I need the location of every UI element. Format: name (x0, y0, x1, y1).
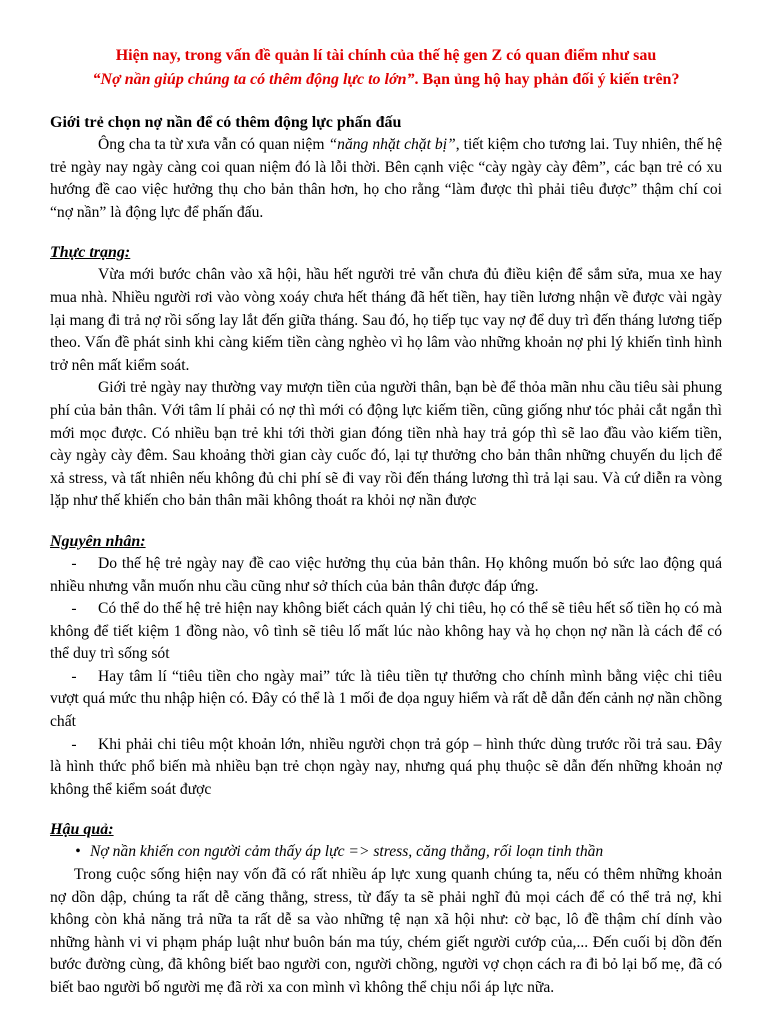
intro-heading: Giới trẻ chọn nợ nần để có thêm động lực phấn đấu (50, 114, 402, 131)
bullet-item-text: Nợ nần khiến con người cảm thấy áp lực => stress, căng thẳng, rối loạn tinh thần (90, 843, 604, 861)
list-item-text: Do thế hệ trẻ ngày nay đề cao việc hưởng thụ của bản thân. Họ không muốn bỏ sức lao động quá nhiều nhưng vẫn muốn nhu cầu cũng như sở thích của bản thân được đáp ứng. (50, 554, 722, 595)
dash-marker: - (71, 735, 77, 753)
thuc-trang-paragraph-1: Vừa mới bước chân vào xã hội, hầu hết người trẻ vẫn chưa đủ điều kiện để sắm sửa, mua xe hay mua nhà. Nhiều người rơi vào vòng xoáy chưa hết tháng đã hết tiền, hay tiền lương nhận về được vài ngày lại mang đi trả nợ rồi sống lay lắt đến giữa tháng. Sau đó, họ tiếp tục vay nợ để duy trì đến tháng lương tiếp theo. Vấn đề phát sinh khi càng kiếm tiền càng nghèo vì họ lâm vào những khoản nợ phi lý khiến tình hình trở nên mất kiểm soát. (50, 266, 722, 374)
list-item (50, 734, 722, 802)
bullet-dot-icon: • (75, 843, 81, 861)
intro-text-start: Ông cha ta từ xưa vẫn có quan niệm (98, 136, 329, 153)
list-item-text: Có thể do thế hệ trẻ hiện nay không biết cách quản lý chi tiêu, họ có thể sẽ tiêu hết số tiền họ có mà không để tiết kiệm 1 đồng nào, vô tình sẽ tiêu lố mất lúc nào không hay và họ chọn nợ nần là cách để có thể duy trì sống sót (50, 600, 722, 663)
section-title-thuc-trang: Thực trạng: (50, 244, 131, 262)
list-item (50, 553, 722, 598)
dash-marker: - (71, 667, 77, 685)
title-question: . Bạn ủng hộ hay phản đối ý kiến trên? (414, 71, 680, 88)
intro-proverb: “năng nhặt chặt bị” (328, 136, 456, 153)
list-item-text: Hay tâm lí “tiêu tiền cho ngày mai” tức là tiêu tiền tự thưởng cho chính mình bằng việc chi tiêu vượt quá mức thu nhập hiện có. Đây có thể là 1 mối đe dọa nguy hiểm và rất dễ dẫn đến cảnh nợ nần chồng chất (50, 667, 722, 731)
list-item (50, 598, 722, 666)
section-title-hau-qua: Hậu quả: (50, 821, 114, 839)
dash-marker: - (71, 554, 77, 572)
title-quote: “Nợ nần giúp chúng ta có thêm động lực to lớn” (92, 71, 415, 88)
intro-text-end: , tiết kiệm cho tương lai. Tuy nhiên, thế hệ trẻ ngày nay ngày càng coi quan niệm đó là lỗi thời. Bên cạnh việc “cày ngày cày đêm”, các bạn trẻ có xu hướng đề cao việc hưởng thụ cho bản thân hơn, họ cho rằng “làm được thì phải tiêu được” thậm chí coi “nợ nần” là động lực để phấn đấu. (50, 136, 722, 221)
dash-marker: - (71, 600, 77, 618)
intro-paragraph (50, 134, 722, 224)
document-title (50, 0, 722, 92)
hau-qua-paragraph: Trong cuộc sống hiện nay vốn đã có rất nhiều áp lực xung quanh chúng ta, nếu có thêm những khoản nợ dồn dập, chúng ta rất dễ căng thẳng, stress, từ đấy ta sẽ phải nghĩ đủ mọi cách để có thể trả nợ, khi không còn khả năng trả nữa ta rất dễ sa vào những tệ nạn xã hội như: cờ bạc, lô đề thậm chí dính vào những hành vi vi phạm pháp luật như buôn bán ma túy, chém giết người cướp của,... Đến cuối bị dồn đến bước đường cùng, đã không biết bao người con, người chồng, người vợ chọn cách ra đi bỏ lại bố mẹ, đã có biết bao người bố người mẹ đã rời xa con mình vì không thể chịu nổi áp lực nữa. (50, 866, 722, 996)
title-line-2 (50, 68, 722, 92)
section-title-nguyen-nhan: Nguyên nhân: (50, 532, 146, 550)
title-line-1: Hiện nay, trong vấn đề quản lí tài chính của thế hệ gen Z có quan điểm như sau (115, 47, 657, 64)
thuc-trang-paragraph-2: Giới trẻ ngày nay thường vay mượn tiền của người thân, bạn bè để thỏa mãn nhu cầu tiêu sài phung phí của bản thân. Với tâm lí phải có nợ thì mới có động lực kiếm tiền, cũng giống như tóc phải cắt ngắn thì mới mọc được. Có nhiều bạn trẻ khi tới thời gian đóng tiền nhà hay trả góp thì sẽ lao đầu vào kiếm tiền, cày ngày cày đêm. Sau khoảng thời gian cày cuốc đó, lại tự thưởng cho bản thân những chuyến du lịch để xả stress, và tất nhiên nếu không đủ chi phí sẽ đi vay rồi đến tháng lương thì trả lại sau. Và cứ diễn ra vòng lặp như thế khiến cho bản thân mãi không thoát ra khỏi nợ nần được (50, 379, 722, 510)
list-item-text: Khi phải chi tiêu một khoản lớn, nhiều người chọn trả góp – hình thức dùng trước rồi trả sau. Đây là hình thức phổ biến mà nhiều bạn trẻ chọn ngày nay, nhưng quá phụ thuộc sẽ dẫn đến những khoản nợ không thể kiểm soát được (50, 735, 722, 798)
bullet-item (50, 841, 722, 864)
list-item (50, 666, 722, 734)
